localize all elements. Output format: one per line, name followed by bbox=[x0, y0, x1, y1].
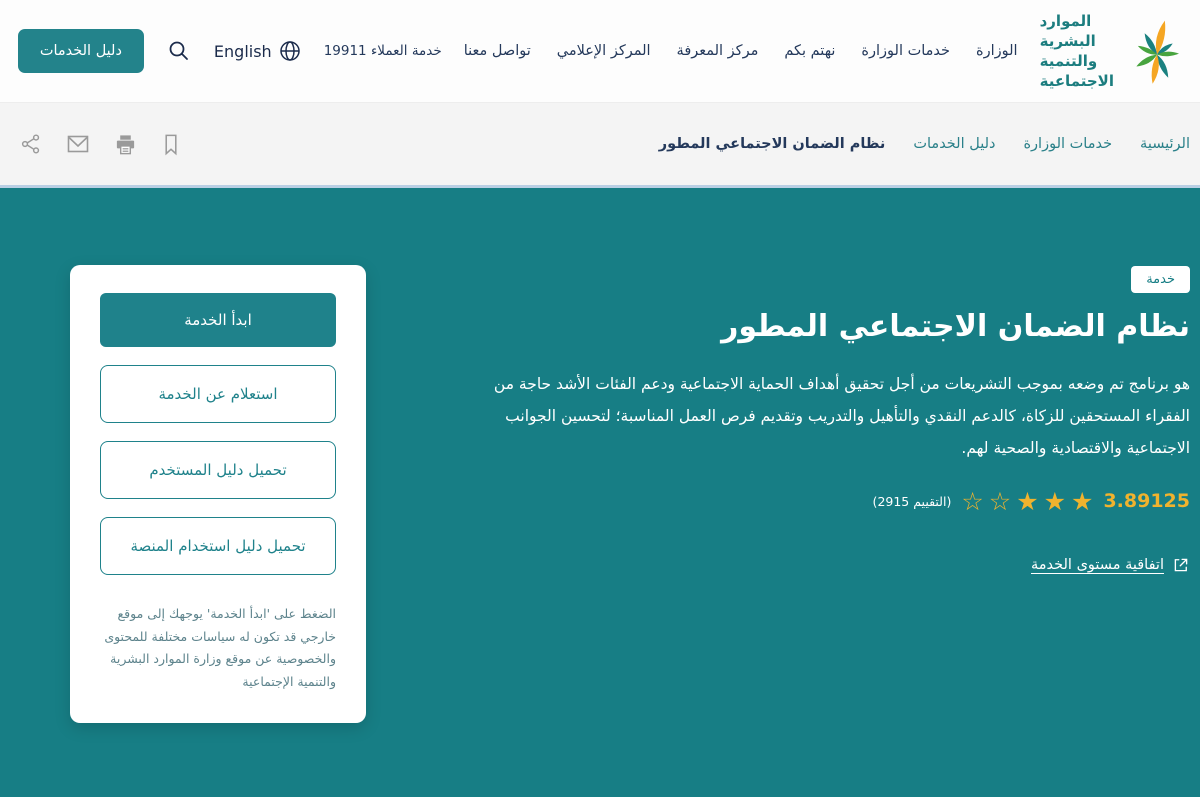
start-service-button[interactable]: ابدأ الخدمة bbox=[100, 293, 336, 347]
nav-item-we-care[interactable]: نهتم بكم bbox=[784, 43, 836, 59]
ministry-logo-mark-icon bbox=[1124, 16, 1190, 86]
rating-value: 3.89125 bbox=[1103, 490, 1190, 513]
search-icon[interactable] bbox=[166, 38, 192, 64]
service-info bbox=[470, 266, 1190, 574]
services-guide-button[interactable]: دليل الخدمات bbox=[18, 29, 144, 73]
breadcrumb bbox=[659, 136, 1190, 152]
service-description: هو برنامج تم وضعه بموجب التشريعات من أجل تحقيق أهداف الحماية الاجتماعية ودعم الفئات الأشد حاجة من الفقراء المستحقين للزكاة، كالدعم النقدي والتأهيل والتدريب وتقديم فرص العمل المناسبة؛ لتحسين الجوانب الاجتماعية والاقتصادية والصحية لهم. bbox=[493, 375, 1190, 458]
nav-item-knowledge-center[interactable]: مركز المعرفة bbox=[676, 43, 759, 59]
sla-link[interactable]: اتفاقية مستوى الخدمة bbox=[1031, 556, 1164, 573]
rating-count: (التقييم 2915) bbox=[872, 493, 952, 509]
globe-icon bbox=[278, 39, 302, 63]
nav-item-contact-us[interactable]: تواصل معنا bbox=[463, 43, 531, 59]
star-outline-icon[interactable]: ☆ bbox=[988, 486, 1012, 516]
nav-item-media-center[interactable]: المركز الإعلامي bbox=[556, 43, 651, 59]
site-header bbox=[0, 0, 1200, 103]
external-link-icon bbox=[1172, 556, 1190, 574]
rating-stars[interactable] bbox=[961, 486, 1094, 516]
star-filled-icon[interactable]: ★ bbox=[1071, 486, 1094, 516]
breadcrumb-current-page: نظام الضمان الاجتماعي المطور bbox=[658, 136, 886, 152]
star-filled-icon[interactable]: ★ bbox=[1043, 486, 1067, 516]
service-type-badge: خدمة bbox=[1131, 266, 1190, 293]
language-switcher[interactable] bbox=[214, 39, 302, 63]
breadcrumb-services-guide[interactable]: دليل الخدمات bbox=[913, 136, 996, 152]
email-icon[interactable] bbox=[66, 133, 90, 156]
sla-link-row[interactable] bbox=[470, 556, 1190, 574]
download-platform-guide-button[interactable]: تحميل دليل استخدام المنصة bbox=[100, 517, 336, 575]
nav-item-ministry-services[interactable]: خدمات الوزارة bbox=[861, 43, 951, 59]
page-tools bbox=[20, 133, 181, 156]
nav-item-ministry[interactable]: الوزارة bbox=[976, 43, 1018, 59]
external-site-disclaimer: الضغط على 'ابدأ الخدمة' يوجهك إلى موقع خارجي قد تكون له سياسات مختلفة للمحتوى والخصوصية عن موقع وزارة الموارد البشرية والتنمية الإجتماعية bbox=[104, 606, 336, 689]
service-inquiry-button[interactable]: استعلام عن الخدمة bbox=[100, 365, 336, 423]
service-title: نظام الضمان الاجتماعي المطور bbox=[721, 309, 1190, 344]
service-hero-section bbox=[0, 188, 1200, 797]
main-nav bbox=[464, 43, 1018, 59]
breadcrumb-bar bbox=[0, 103, 1200, 188]
breadcrumb-ministry-services[interactable]: خدمات الوزارة bbox=[1023, 136, 1113, 152]
ministry-logo[interactable] bbox=[1040, 11, 1190, 92]
service-rating bbox=[470, 486, 1190, 516]
star-outline-icon[interactable]: ☆ bbox=[961, 486, 984, 516]
service-actions-card bbox=[70, 265, 366, 723]
bookmark-icon[interactable] bbox=[161, 133, 181, 156]
print-icon[interactable] bbox=[114, 133, 137, 156]
star-filled-icon[interactable]: ★ bbox=[1016, 486, 1039, 516]
ministry-name: الموارد البشرية والتنمية الاجتماعية bbox=[1039, 11, 1114, 91]
customer-service-number: خدمة العملاء 19911 bbox=[323, 43, 442, 59]
download-user-guide-button[interactable]: تحميل دليل المستخدم bbox=[100, 441, 336, 499]
share-icon[interactable] bbox=[20, 133, 42, 156]
language-label: English bbox=[213, 41, 272, 61]
breadcrumb-home[interactable]: الرئيسية bbox=[1140, 136, 1190, 152]
